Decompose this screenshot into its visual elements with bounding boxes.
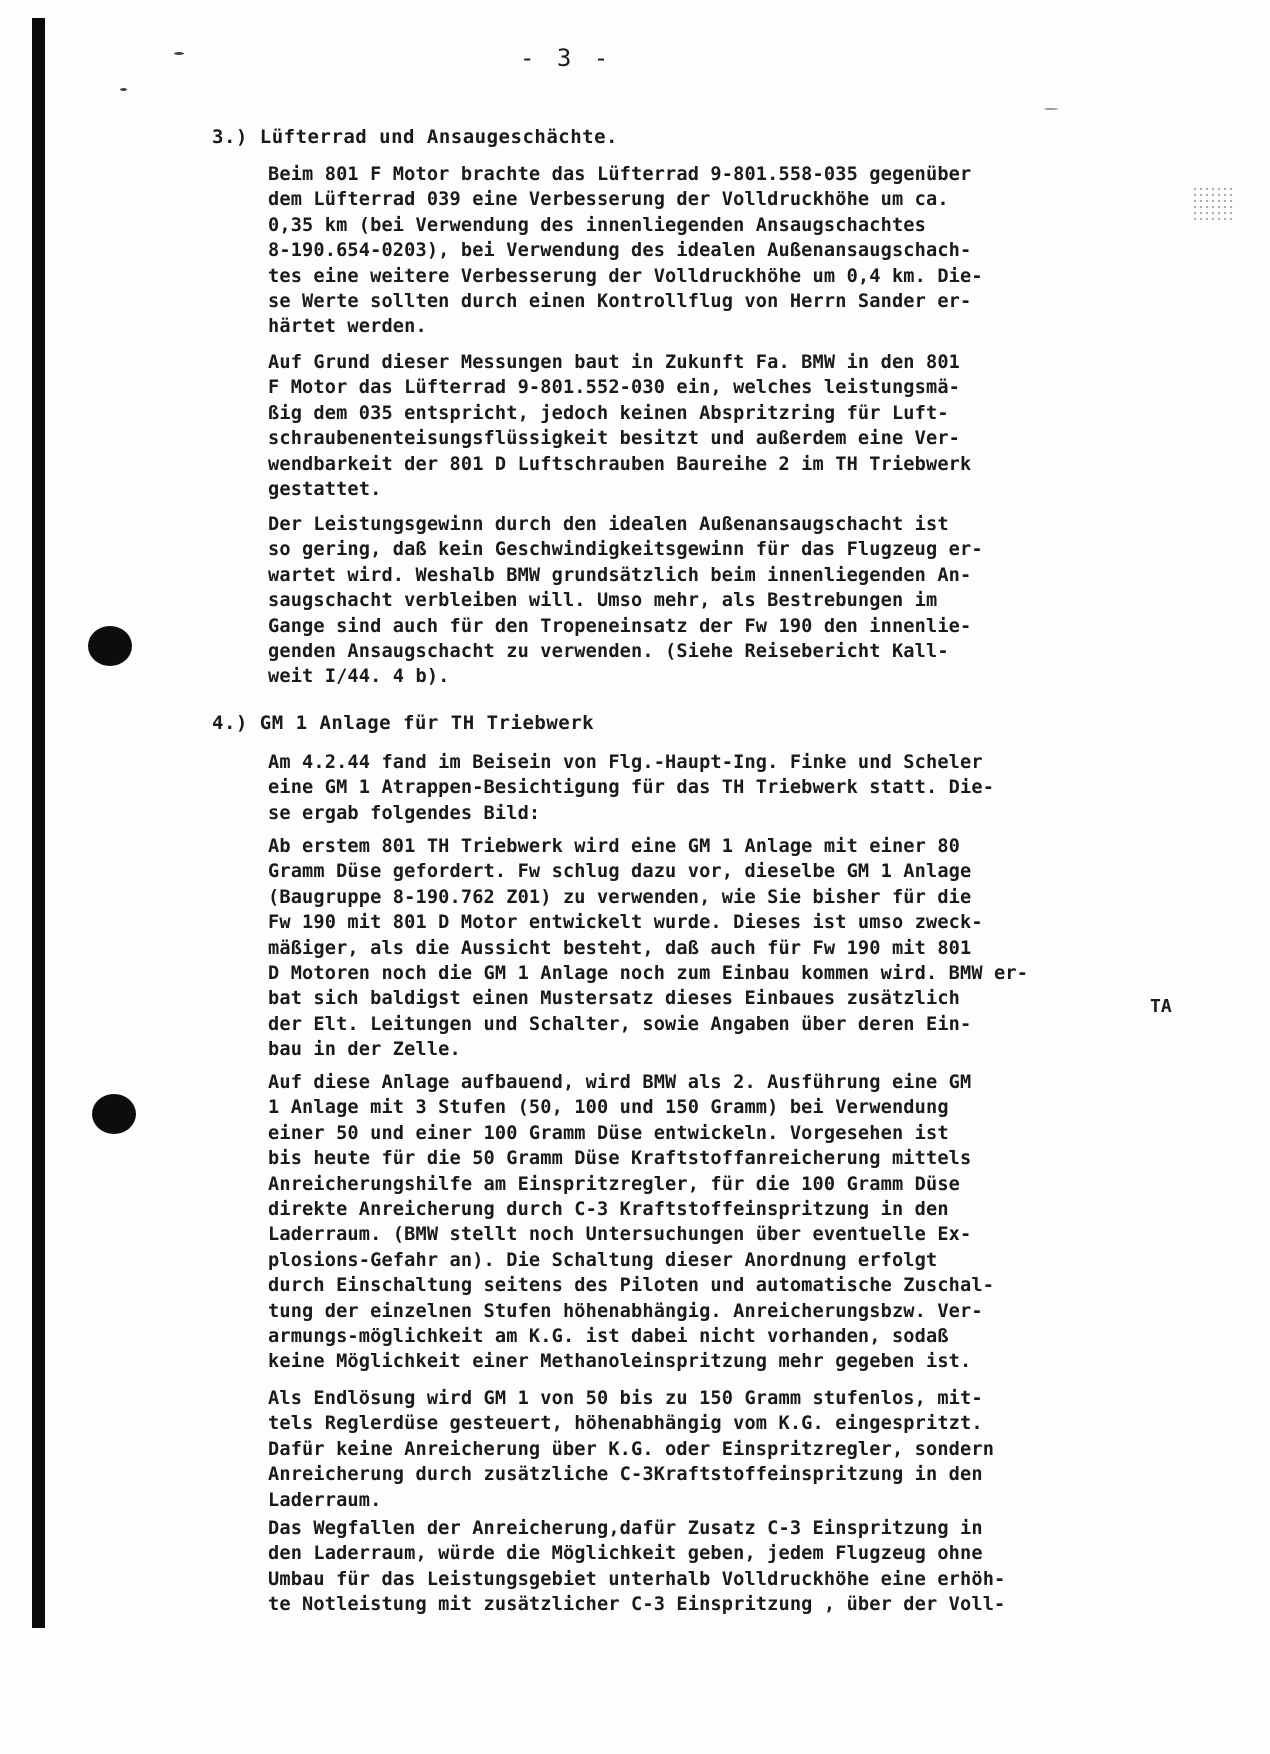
paragraph-4-5: Das Wegfallen der Anreicherung,dafür Zusatz C-3 Einspritzung in den Laderraum, würde die Möglichkeit geben, jedem Flugzeug ohne Umbau für das Leistungsgebiet unterhalb Volldruckhöhe eine erhöh- te Notleistung mit zusätzlicher C-3 Einspritzung , über der Voll- [268,1518,1006,1616]
section-title: Lüfterrad und Ansaugeschächte. [259,126,618,148]
page-number: - 3 - [520,44,613,72]
section-heading-4 [212,712,594,734]
paragraph-3-3: Der Leistungsgewinn durch den idealen Außenansaugschacht ist so gering, daß kein Geschwindigkeitsgewinn für das Flugzeug er- wartet wird. Weshalb BMW grundsätzlich beim innenliegenden An- saugschacht verbleiben will. Umso mehr, als Bestrebungen im Gange sind auch für den Tropeneinsatz der Fw 190 den innenlie- genden Ansaugschacht zu verwenden. (Siehe Reisebericht Kall- weit I/44. 4 b). [268,514,983,688]
binding-edge [32,18,45,1628]
paragraph-3-1: Beim 801 F Motor brachte das Lüfterrad 9-801.558-035 gegenüber dem Lüfterrad 039 eine Verbesserung der Volldruckhöhe um ca. 0,35 km (bei Verwendung des innenliegenden Ansaugschachtes 8-190.654-0203), bei Verwendung des idealen Außenansaugschach- tes eine weitere Verbesserung der Volldruckhöhe um 0,4 km. Die- se Werte sollten durch einen Kontrollflug von Herrn Sander er- härtet werden. [268,164,983,338]
scan-speck [174,52,184,55]
paragraph-4-3: Auf diese Anlage aufbauend, wird BMW als 2. Ausführung eine GM 1 Anlage mit 3 Stufen (50, 100 und 150 Gramm) bei Verwendung einer 50 und einer 100 Gramm Düse entwickeln. Vorgesehen ist bis heute für die 50 Gramm Düse Kraftstoffanreicherung mittels Anreicherungshilfe am Einspritzregler, für die 100 Gramm Düse direkte Anreicherung durch C-3 Kraftstoffeinspritzung in den Laderraum. (BMW stellt noch Untersuchungen über eventuelle Ex- plosions-Gefahr an). Die Schaltung dieser Anordnung erfolgt durch Einschaltung seitens des Piloten und automatische Zuschal- tung der einzelnen Stufen höhenabhängig. Anreicherungsbzw. Ver- armungs-möglichkeit am K.G. ist dabei nicht vorhanden, sodaß keine Möglichkeit einer Methanoleinspritzung mehr gegeben ist. [268,1072,995,1373]
section-heading-3 [212,126,618,148]
paragraph-4-2: Ab erstem 801 TH Triebwerk wird eine GM 1 Anlage mit einer 80 Gramm Düse gefordert. Fw schlug dazu vor, dieselbe GM 1 Anlage (Baugruppe 8-190.762 Z01) zu verwenden, wie Sie bisher für die Fw 190 mit 801 D Motor entwickelt wurde. Dieses ist umso zweck- mäßiger, als die Aussicht besteht, daß auch für Fw 190 mit 801 D Motoren noch die GM 1 Anlage noch zum Einbau kommen wird. BMW er- bat sich baldigst einen Mustersatz dieses Einbaues zusätzlich der Elt. Leitungen und Schalter, sowie Angaben über deren Ein- bau in der Zelle. [268,836,1029,1061]
scan-speck [1044,108,1058,110]
scan-speck [120,88,127,91]
punch-hole-upper [88,626,132,666]
paragraph-3-2: Auf Grund dieser Messungen baut in Zukunft Fa. BMW in den 801 F Motor das Lüfterrad 9-801.552-030 ein, welches leistungsmä- ßig dem 035 entspricht, jedoch keinen Abspritzring für Luft- schraubenenteisungsflüssigkeit besitzt und außerdem eine Ver- wendbarkeit der 801 D Luftschrauben Baureihe 2 im TH Triebwerk gestattet. [268,352,972,501]
margin-note: TA [1150,996,1172,1017]
section-title: GM 1 Anlage für TH Triebwerk [259,712,595,734]
section-number: 3.) [212,126,248,148]
scan-noise [1192,186,1236,220]
paragraph-4-1: Am 4.2.44 fand im Beisein von Flg.-Haupt-Ing. Finke und Scheler eine GM 1 Atrappen-Besichtigung für das TH Triebwerk statt. Die- se ergab folgendes Bild: [268,752,995,824]
punch-hole-lower [92,1094,136,1134]
section-number: 4.) [212,712,248,734]
paragraph-4-4: Als Endlösung wird GM 1 von 50 bis zu 150 Gramm stufenlos, mit- tels Reglerdüse gesteuert, höhenabhängig vom K.G. eingespritzt. Dafür keine Anreicherung über K.G. oder Einspritzregler, sondern Anreicherung durch zusätzliche C-3Kraftstoffeinspritzung in den Laderraum. [268,1388,995,1511]
